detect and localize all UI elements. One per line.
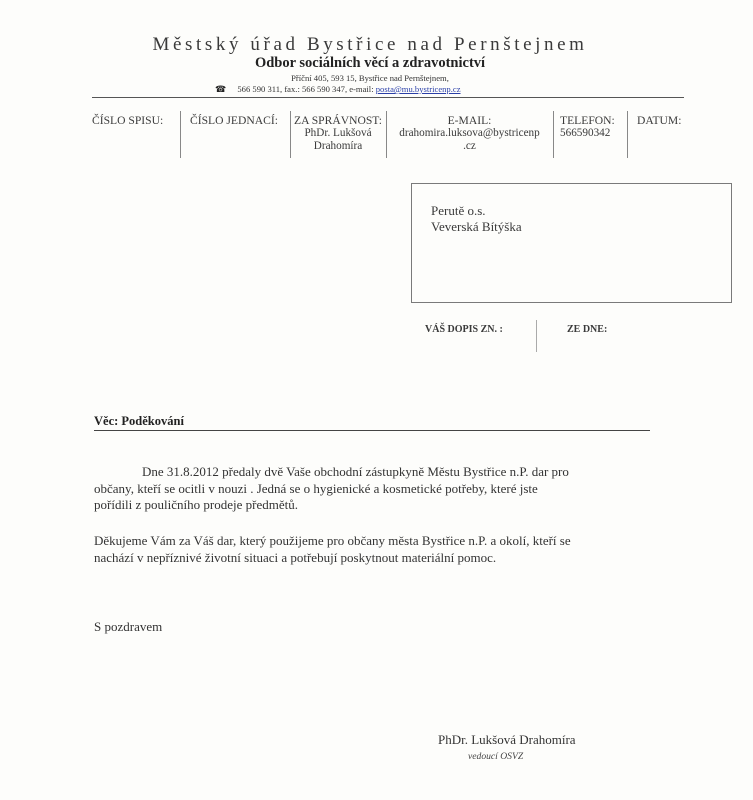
body-line: občany, kteří se ocitli v nouzi . Jedná se o hygienické a kosmetické potřeby, které jste <box>94 480 538 496</box>
date-label: DATUM: <box>637 114 682 127</box>
body-line: Dne 31.8.2012 předaly dvě Vaše obchodní zástupkyně Městu Bystřice n.P. dar pro <box>142 464 569 479</box>
responsible-surname: Drahomíra <box>313 140 363 152</box>
reference-divider <box>536 320 537 352</box>
your-reference-label: VÁŠ DOPIS ZN. : <box>425 324 503 335</box>
phone-value: 566590342 <box>560 127 611 139</box>
file-number-label: ČÍSLO SPISU: <box>92 114 164 127</box>
responsible-cell <box>292 114 384 156</box>
email-label: E-MAIL: <box>447 114 492 127</box>
office-address: Příční 405, 593 15, Bystřice nad Pernštejnem, <box>291 73 449 83</box>
column-divider <box>386 111 387 158</box>
body-line: pořídili z pouličního prodeje předmětů. <box>94 497 298 512</box>
body-paragraph-1 <box>94 464 674 514</box>
date-cell <box>637 114 681 156</box>
office-email-link[interactable]: posta@mu.bystricenp.cz <box>375 84 461 94</box>
responsible-label: ZA SPRÁVNOST: <box>293 114 382 127</box>
letter-subject: Věc: Poděkování <box>94 414 184 428</box>
phone-icon: ☎ <box>215 84 227 94</box>
letterhead-divider <box>92 97 684 98</box>
email-cell <box>388 114 551 156</box>
closing-greeting: S pozdravem <box>94 619 163 634</box>
email-value-tail: .cz <box>463 140 476 152</box>
column-divider <box>180 111 181 158</box>
phone-cell <box>560 114 615 156</box>
from-date-label: ZE DNE: <box>567 324 608 335</box>
responsible-name: PhDr. Lukšová <box>304 127 372 139</box>
department-title: Odbor sociálních věcí a zdravotnictví <box>254 55 486 71</box>
reference-number-cell <box>190 114 278 156</box>
body-line: nachází v nepříznivé životní situaci a potřebují poskytnout materiální pomoc. <box>94 549 497 565</box>
signatory-name: PhDr. Lukšová Drahomíra <box>438 732 576 747</box>
contact-numbers: 566 590 311, fax.: 566 590 347, e-mail: <box>237 84 374 94</box>
office-contact <box>215 84 461 95</box>
body-line: Děkujeme Vám za Váš dar, který použijeme pro občany města Bystřice n.P. a okolí, kteří se <box>94 533 571 548</box>
office-title: Městský úřad Bystřice nad Pernštejnem <box>152 34 588 55</box>
recipient-name: Perutě o.s. <box>431 203 486 218</box>
body-paragraph-2 <box>94 533 674 566</box>
reference-number-label: ČÍSLO JEDNACÍ: <box>190 114 278 127</box>
phone-label: TELEFON: <box>560 114 615 127</box>
recipient-address-box <box>411 183 732 303</box>
signatory-role: vedoucí OSVZ <box>468 751 524 762</box>
column-divider <box>627 111 628 158</box>
subject-underline <box>94 430 650 431</box>
email-value: drahomira.luksova@bystricenp <box>399 127 540 139</box>
column-divider <box>553 111 554 158</box>
file-number-cell <box>92 114 163 156</box>
recipient-town: Veverská Bítýška <box>431 219 522 234</box>
column-divider <box>290 111 291 158</box>
